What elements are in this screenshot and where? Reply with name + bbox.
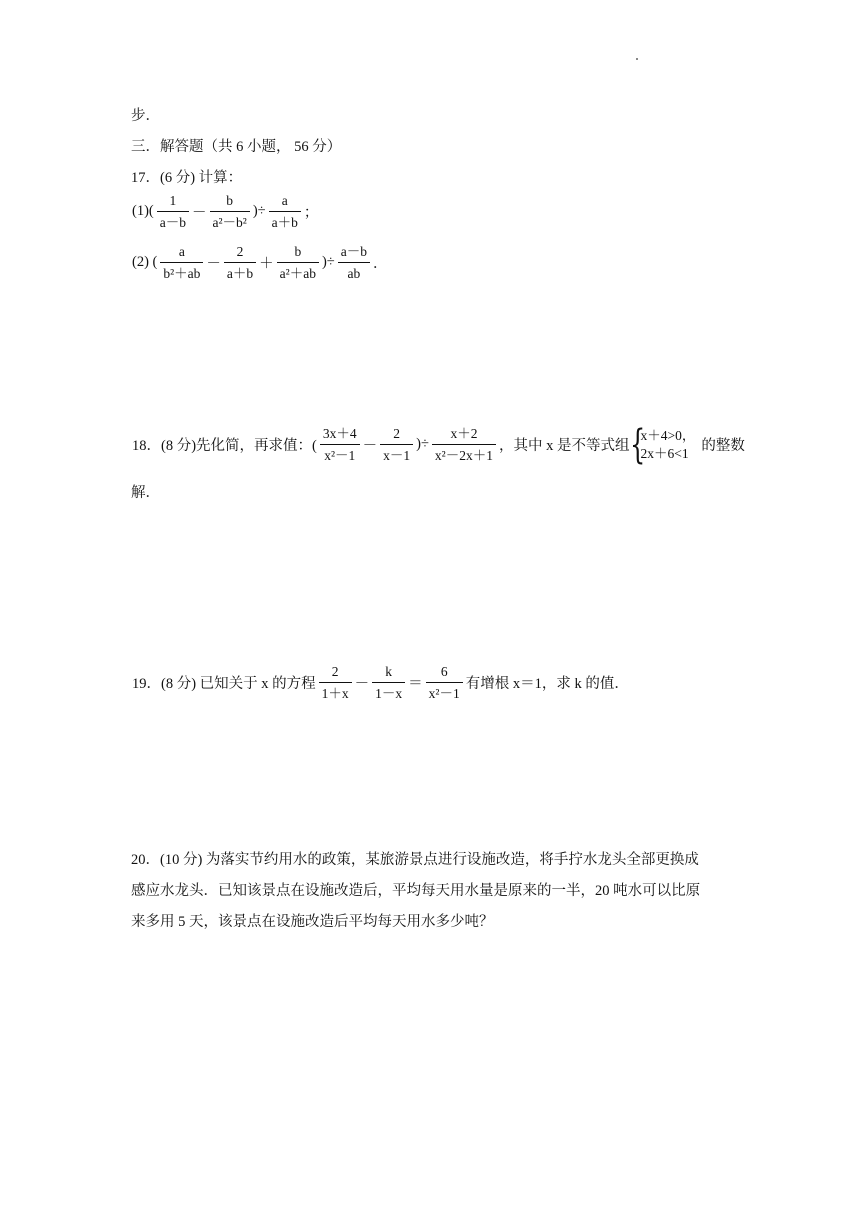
question-18-continuation: 解． bbox=[131, 485, 160, 501]
continuation-text: 步． bbox=[131, 108, 160, 124]
fraction: $\frac{a-b}{ab}$ bbox=[338, 245, 370, 280]
question-20-line-3: 来多用 5 天，该景点在设施改造后平均每天用水多少吨？ bbox=[131, 914, 494, 930]
fraction: $\frac{a}{\text{b²＋ab}}$ bbox=[160, 245, 203, 280]
fraction: $\frac{k}{1-x}$ bbox=[372, 665, 405, 700]
fraction: $\frac{b}{\text{a²＋ab}}$ bbox=[277, 245, 319, 280]
fraction: $\frac{2}{1+x}$ bbox=[319, 665, 352, 700]
brace-icon: { bbox=[630, 422, 646, 468]
fraction: $\frac{3x+4}{\text{x²－1}}$ bbox=[320, 427, 360, 462]
question-17-part-2: (2) ( $\frac{a}{\text{b²＋ab}}$ － $\frac{2}{a+b}$ ＋ $\frac{b}{\text{a²＋ab}}$ )÷ $\frac{a-b}{ab}$ ． bbox=[132, 244, 388, 281]
question-17-part-1: (1)( $\frac{1}{a-b}$ － $\frac{b}{\text{a²－b²}}$ )÷ $\frac{a}{a+b}$ ； bbox=[132, 193, 319, 230]
fraction: $\frac{2}{a+b}$ bbox=[224, 245, 256, 280]
fraction: $\frac{2}{x-1}$ bbox=[380, 427, 413, 462]
fraction: $\frac{b}{\text{a²－b²}}$ bbox=[210, 194, 250, 229]
question-18: 18．(8 分)先化简，再求值：( $\frac{3x+4}{\text{x²－1}}$ － $\frac{2}{x-1}$ )÷ $\frac{x+2}{\text{x²－2x＋1}}$ ，其中 x 是不等式组 { x＋4>0， 2x＋6<1 的整数 bbox=[132, 422, 745, 468]
question-17-title: 17．(6 分) 计算： bbox=[131, 170, 243, 186]
fraction: $\frac{x+2}{\text{x²－2x＋1}}$ bbox=[432, 427, 496, 462]
fraction: $\frac{a}{a+b}$ bbox=[269, 194, 301, 229]
header-mark bbox=[636, 58, 638, 60]
fraction: $\frac{6}{\text{x²－1}}$ bbox=[426, 665, 463, 700]
question-20-line-2: 感应水龙头．已知该景点在设施改造后，平均每天用水量是原来的一半，20 吨水可以比原 bbox=[131, 883, 701, 899]
question-20-line-1: 20．(10 分) 为落实节约用水的政策，某旅游景点进行设施改造，将手拧水龙头全部更换成 bbox=[131, 852, 699, 868]
section-heading: 三．解答题（共 6 小题， 56 分） bbox=[131, 139, 342, 155]
inequality-system: { x＋4>0， 2x＋6<1 bbox=[630, 422, 696, 468]
question-19: 19．(8 分) 已知关于 x 的方程 $\frac{2}{1+x}$ － $\frac{k}{1-x}$ ＝ $\frac{6}{\text{x²－1}}$ 有增根 x＝1，求 k 的值． bbox=[132, 664, 629, 701]
fraction: $\frac{1}{a-b}$ bbox=[157, 194, 189, 229]
